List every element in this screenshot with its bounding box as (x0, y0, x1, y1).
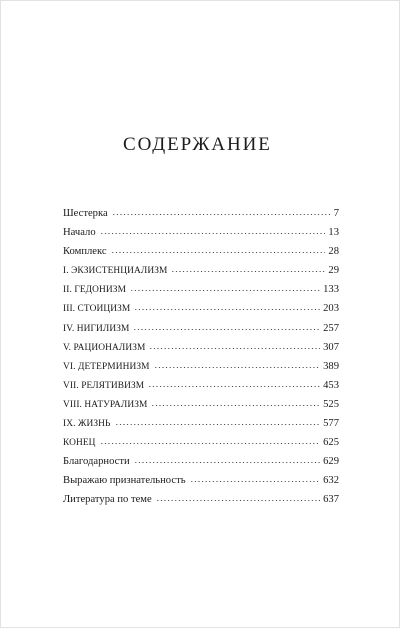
dot-leader (171, 267, 325, 273)
page-title: СОДЕРЖАНИЕ (123, 134, 272, 155)
toc-entry (63, 261, 339, 280)
toc-entry (63, 204, 339, 223)
dot-leader (133, 325, 320, 331)
toc-entry (63, 357, 339, 376)
dot-leader (154, 363, 321, 369)
toc-entry-title: II. ГЕДОНИЗМ (63, 285, 127, 296)
toc-entry-title: III. СТОИЦИЗМ (63, 304, 131, 315)
toc-entry (63, 242, 339, 261)
toc-entry-page: 203 (323, 303, 339, 315)
toc-entry-title: VI. ДЕТЕРМИНИЗМ (63, 361, 150, 372)
toc-entry-page: 637 (323, 494, 339, 506)
dot-leader (149, 344, 320, 350)
toc-entry (63, 319, 339, 338)
toc-entry-page: 257 (323, 322, 339, 334)
dot-leader (112, 210, 331, 216)
dot-leader (190, 477, 321, 483)
toc-entry-page: 453 (323, 379, 339, 391)
toc-entry-title: Начало (63, 227, 96, 239)
toc-entry-page: 28 (328, 246, 339, 258)
toc-entry-page: 629 (323, 456, 339, 468)
toc-entry (63, 395, 339, 414)
toc-entry-title: Шестерка (63, 208, 108, 219)
dot-leader (100, 439, 321, 445)
toc-entry-title: Благодарности (63, 456, 130, 468)
toc-entry-title: VIII. НАТУРАЛИЗМ (63, 399, 148, 410)
toc-entry-title: Выражаю признательность (63, 475, 186, 487)
toc-entry (63, 490, 339, 509)
dot-leader (100, 229, 326, 235)
toc-entry-page: 307 (323, 341, 339, 353)
toc-entry (63, 280, 339, 299)
toc-entry (63, 471, 339, 490)
toc-entry-page: 389 (323, 360, 339, 372)
toc-entry-page: 13 (328, 227, 339, 239)
toc-entry-title: КОНЕЦ (63, 438, 96, 449)
toc-entry (63, 414, 339, 433)
dot-leader (151, 401, 320, 407)
toc-entry-page: 133 (323, 284, 339, 296)
toc-entry (63, 452, 339, 471)
toc-entry-title: Комплекс (63, 246, 107, 258)
toc-entry (63, 433, 339, 452)
dot-leader (115, 420, 321, 426)
dot-leader (148, 382, 320, 388)
toc-entry-page: 632 (323, 475, 339, 487)
toc-entry (63, 299, 339, 318)
toc-entry-page: 7 (333, 208, 339, 219)
toc-entry-title: IV. НИГИЛИЗМ (63, 323, 130, 334)
dot-leader (130, 286, 320, 292)
toc-entry-page: 29 (328, 265, 339, 277)
dot-leader (111, 248, 326, 254)
table-of-contents (63, 204, 339, 510)
dot-leader (134, 458, 320, 464)
toc-entry-title: VII. РЕЛЯТИВИЗМ (63, 380, 145, 391)
toc-entry-page: 577 (323, 418, 339, 430)
toc-entry-page: 525 (323, 398, 339, 410)
toc-entry (63, 338, 339, 357)
toc-entry-title: I. ЭКЗИСТЕНЦИАЛИЗМ (63, 266, 168, 277)
toc-entry (63, 376, 339, 395)
toc-entry (63, 223, 339, 242)
toc-entry-page: 625 (323, 437, 339, 449)
toc-entry-title: Литература по теме (63, 494, 152, 506)
toc-entry-title: V. РАЦИОНАЛИЗМ (63, 342, 146, 353)
dot-leader (134, 305, 320, 311)
toc-entry-title: IX. ЖИЗНЬ (63, 419, 111, 430)
dot-leader (156, 496, 320, 502)
